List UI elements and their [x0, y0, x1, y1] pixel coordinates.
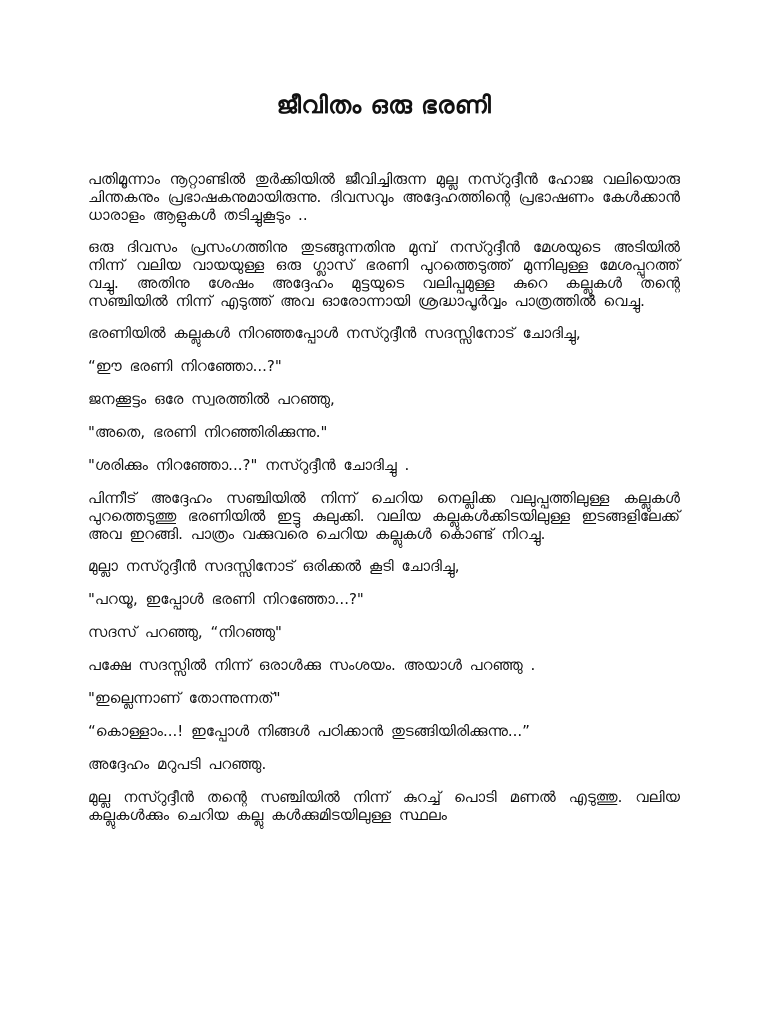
paragraph-small-stones: പിന്നീട് അദ്ദേഹം സഞ്ചിയിൽ നിന്ന് ചെറിയ നെല്ലിക്ക വലുപ്പത്തിലുള്ള കല്ലുകൾ പുറത്തെടുത്തു ഭരണിയിൽ ഇട്ടു കുലുക്കി. വലിയ കല്ലുകൾക്കിടയിലുള്ള ഇടങ്ങളിലേക്ക് അവ ഇറങ്ങി. പാത്രം വക്കുവരെ ചെറിയ കല്ലുകൾ കൊണ്ട് നിറച്ചു.: [88, 489, 680, 543]
paragraph-replied: അദ്ദേഹം മറുപടി പറഞ്ഞു.: [88, 755, 267, 773]
paragraph-asks-audience: ഭരണിയിൽ കല്ലുകൾ നിറഞ്ഞപ്പോൾ നസ്റുദ്ദീൻ സദസ്സിനോട് ചോദിച്ചു,: [88, 324, 581, 342]
paragraph-crowd-says: ജനക്കൂട്ടം ഒരേ സ്വരത്തിൽ പറഞ്ഞു,: [88, 390, 335, 408]
paragraph-sand: മുല്ല നസ്റുദ്ദീൻ തന്റെ സഞ്ചിയിൽ നിന്ന് കുറച്ച് പൊടി മണൽ എടുത്തു. വലിയ കല്ലുകൾക്കും ചെറിയ കല്ലു കൾക്കുമിടയിലുള്ള സ്ഥലം: [88, 788, 680, 824]
paragraph-question-full: “ഈ ഭരണി നിറഞ്ഞോ...?": [88, 357, 282, 375]
paragraph-not-full: "ഇല്ലെന്നാണ് തോന്നുന്നത്": [88, 689, 281, 707]
paragraph-asks-again: മുല്ലാ നസ്റുദ്ദീൻ സദസ്സിനോട് ഒരിക്കൽ കൂടി ചോദിച്ചു,: [88, 557, 460, 575]
paragraph-learning: “കൊള്ളാം...! ഇപ്പോൾ നിങ്ങൾ പഠിക്കാൻ തുടങ്ങിയിരിക്കുന്നു...”: [88, 722, 530, 740]
paragraph-intro: പതിമൂന്നാം നൂറ്റാണ്ടിൽ തുർക്കിയിൽ ജീവിച്ചിരുന്ന മുല്ല നസ്റുദ്ദീൻ ഹോജ വലിയൊരു ചിന്തകനും പ്രഭാഷകനുമായിരുന്നു. ദിവസവും അദ്ദേഹത്തിന്റെ പ്രഭാഷണം കേൾക്കാൻ ധാരാളം ആളുകൾ തടിച്ചുകൂടും ..: [88, 170, 680, 224]
paragraph-really-full: "ശരിക്കും നിറഞ്ഞോ...?" നസ്റുദ്ദീൻ ചോദിച്ചു .: [88, 456, 410, 474]
paragraph-jar-placed: ഒരു ദിവസം പ്രസംഗത്തിനു തുടങ്ങുന്നതിനു മുമ്പ് നസ്റുദ്ദീൻ മേശയുടെ അടിയിൽ നിന്ന് വലിയ വായയുള്ള ഒരു ഗ്ലാസ് ഭരണി പുറത്തെടുത്ത് മുന്നിലുള്ള മേശപ്പുറത്ത് വച്ചു. അതിനു ശേഷം അദ്ദേഹം മുട്ടയുടെ വലിപ്പമുള്ള കുറെ കല്ലുകൾ തന്റെ സഞ്ചിയിൽ നിന്ന് എടുത്ത് അവ ഓരോന്നായി ശ്രദ്ധാപൂർവ്വം പാത്രത്തിൽ വെച്ചു.: [88, 238, 680, 310]
paragraph-doubt: പക്ഷേ സദസ്സിൽ നിന്ന് ഒരാൾക്കു സംശയം. അയാൾ പറഞ്ഞു .: [88, 656, 536, 674]
document-body: [88, 170, 680, 824]
paragraph-crowd-answer: "അതെ, ഭരണി നിറഞ്ഞിരിക്കുന്നു.": [88, 423, 328, 441]
paragraph-audience-full: സദസ് പറഞ്ഞു, “നിറഞ്ഞു": [88, 623, 282, 641]
document-title: ജീവിതം ഒരു ഭരണി: [276, 91, 492, 119]
paragraph-question-again: "പറയൂ, ഇപ്പോൾ ഭരണി നിറഞ്ഞോ...?": [88, 590, 364, 608]
